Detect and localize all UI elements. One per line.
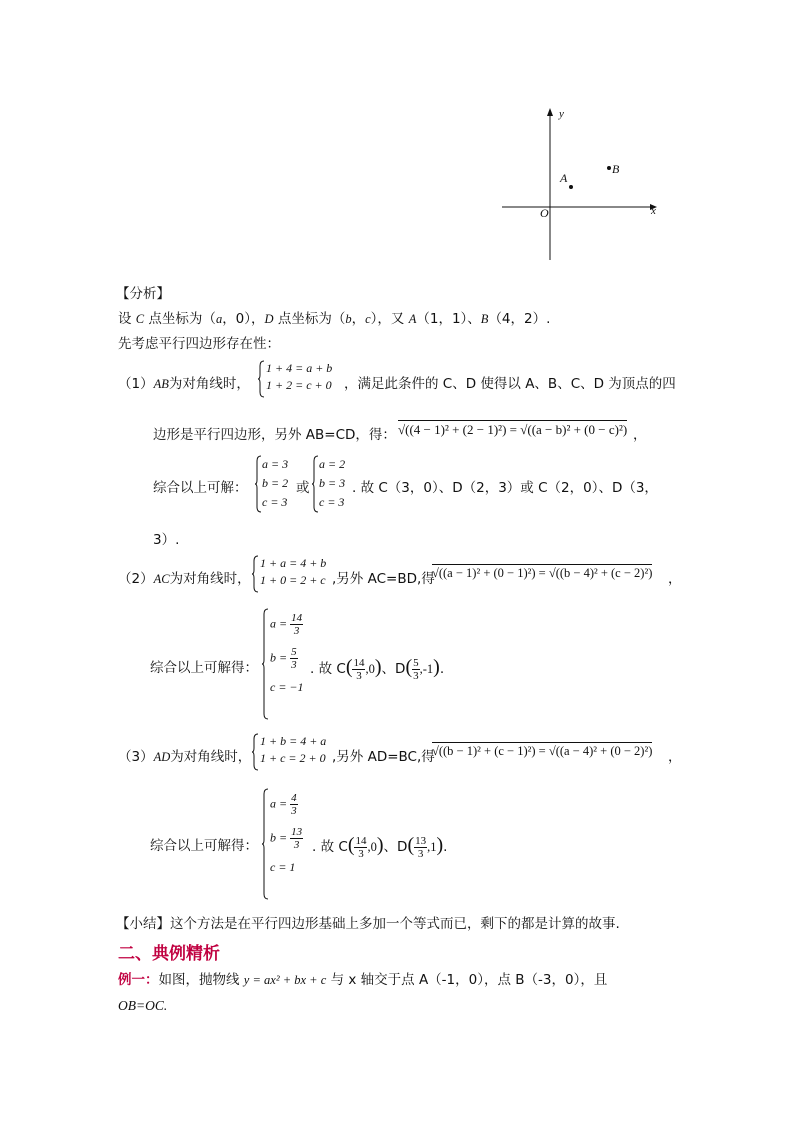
case2-sol-brace <box>262 608 270 720</box>
case1-line-2: 边形是平行四边形，另外 AB=CD，得： <box>153 427 396 443</box>
case3-conclusion-prefix: 综合以上可解得： <box>150 838 258 854</box>
case1-conclusion-end: 3）. <box>153 532 180 548</box>
case1-solution-2: a = 2 b = 3 c = 3 <box>319 457 346 509</box>
case2-eq-end: ， <box>668 571 682 587</box>
case1-eq-end: ， <box>633 427 647 443</box>
case3-sol-brace <box>262 788 270 900</box>
case2-system: 1 + a = 4 + b 1 + 0 = 2 + c <box>260 556 327 587</box>
case1-conclusion-prefix: 综合以上可解： <box>153 480 248 496</box>
case1-after: ，满足此条件的 C、D 使得以 A、B、C、D 为顶点的四 <box>344 376 676 392</box>
case1-brace <box>258 360 266 398</box>
analysis-line-1: 设 C 点坐标为（a，0），D 点坐标为（b，c），又 A（1，1）、B（4，2）. <box>118 311 551 327</box>
case3-after: ,另外 AD=BC,得 <box>332 749 435 765</box>
y-axis-arrow <box>547 108 553 116</box>
case3-brace <box>252 733 260 771</box>
case2-conclusion: . 故 C( $\frac{14}{3}$ ,0)、D( $\frac{5}{3}$ ,-1). <box>310 656 445 682</box>
case1-or: 或 <box>296 480 310 496</box>
analysis-heading: 【分析】 <box>116 286 170 302</box>
case3-label: （3）AD为对角线时， <box>118 749 252 765</box>
case1-system: 1 + 4 = a + b 1 + 2 = c + 0 <box>266 361 333 392</box>
case2-after: ,另外 AC=BD,得 <box>332 571 435 587</box>
origin-label: O <box>540 206 549 220</box>
case1-distance-equation: √((4 − 1)² + (2 − 1)²) = √((a − b)² + (0 − c)²) <box>398 422 628 437</box>
case2-brace <box>252 555 260 593</box>
analysis-line-2: 先考虑平行四边形存在性： <box>118 336 280 352</box>
example-line-1: 例一：如图，抛物线 y = ax² + bx + c 与 x 轴交于点 A（-1，0），点 B（-3，0），且 <box>118 972 608 988</box>
y-axis-label: y <box>559 108 564 120</box>
point-a-label: A <box>560 171 568 185</box>
case3-system: 1 + b = 4 + a 1 + c = 2 + 0 <box>260 734 327 765</box>
case3-solution: a = $\frac{4}{3}$ b = $\frac{13}{3}$ c = 1 <box>270 792 303 874</box>
case3-distance-equation: √((b − 1)² + (c − 1)²) = √((a − 4)² + (0 − 2)²) <box>432 744 653 758</box>
case1-conclusion: . 故 C（3，0）、D（2，3）或 C（2，0）、D（3， <box>352 480 658 496</box>
section-heading: 二、典例精析 <box>118 944 220 964</box>
point-b <box>607 166 611 170</box>
case3-eq-end: ， <box>668 749 682 765</box>
point-b-label: B <box>612 162 620 176</box>
x-axis-label: x <box>651 205 656 217</box>
case2-label: （2）AC为对角线时， <box>118 571 251 587</box>
case1-solution-1: a = 3 b = 2 c = 3 <box>262 457 289 509</box>
case2-conclusion-prefix: 综合以上可解得： <box>150 660 258 676</box>
case2-solution: a = $\frac{14}{3}$ b = $\frac{5}{3}$ c = −1 <box>270 612 304 694</box>
case2-distance-equation: √((a − 1)² + (0 − 1)²) = √((b − 4)² + (c − 2)²) <box>432 566 653 580</box>
case1-label: （1）AB为对角线时， <box>118 376 250 392</box>
case3-conclusion: . 故 C( $\frac{14}{3}$ ,0)、D( $\frac{13}{3}$ ,1). <box>312 834 448 860</box>
summary: 【小结】这个方法是在平行四边形基础上多加一个等式而已，剩下的都是计算的故事. <box>116 916 620 932</box>
point-a <box>569 185 573 189</box>
coordinate-figure <box>495 105 665 265</box>
example-line-2: OB=OC. <box>118 998 168 1013</box>
